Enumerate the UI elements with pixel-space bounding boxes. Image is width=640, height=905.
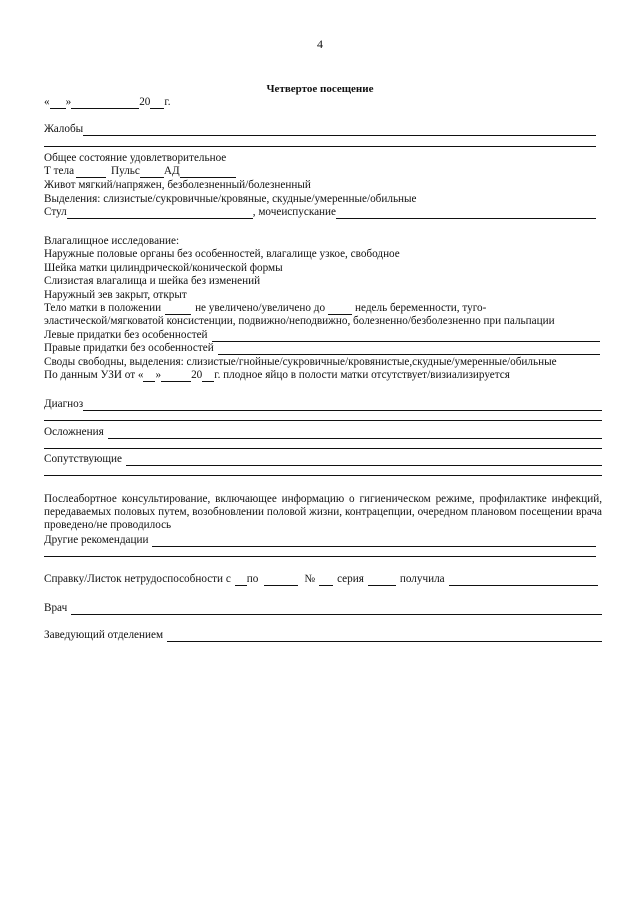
temperature-field[interactable] <box>76 167 106 178</box>
date-month-blank[interactable] <box>71 98 139 109</box>
other-recommendations-field[interactable] <box>152 536 596 547</box>
general-state: Общее состояние удовлетворительное <box>44 152 227 164</box>
visit-date-line <box>44 96 171 109</box>
urination-field[interactable] <box>336 208 596 219</box>
date-year-suffix: г. <box>164 96 171 108</box>
stool-field[interactable] <box>67 208 253 219</box>
right-adnexa-field[interactable] <box>218 344 600 355</box>
uterus-weeks-label: недель беременности, туго- <box>355 302 487 314</box>
right-adnexa-line <box>44 342 600 355</box>
certificate-series-field[interactable] <box>368 575 396 586</box>
ultrasound-label: По данным УЗИ от « <box>44 369 144 381</box>
doctor-signature-field[interactable] <box>71 604 602 615</box>
exam-external: Наружные половые органы без особенностей, влагалище узкое, свободное <box>44 248 400 260</box>
exam-cervix: Шейка матки цилиндрической/конической формы <box>44 262 283 274</box>
concomitant-field[interactable] <box>126 455 602 466</box>
certificate-line <box>44 573 598 586</box>
uterus-position-label: Тело матки в положении <box>44 302 162 314</box>
complaints-continuation-line[interactable] <box>44 146 596 147</box>
concomitant-line <box>44 453 602 466</box>
page-number: 4 <box>317 37 323 51</box>
other-recommendations-continuation-line[interactable] <box>44 556 596 557</box>
urination-label: , мочеиспускание <box>252 206 336 218</box>
exam-mucosa: Слизистая влагалища и шейка без изменений <box>44 275 261 287</box>
date-open-quote: « <box>44 96 50 108</box>
date-day-blank[interactable] <box>50 98 66 109</box>
certificate-to-label: по <box>246 573 259 585</box>
uterus-position-field[interactable] <box>165 304 191 315</box>
pulse-field[interactable] <box>140 167 164 178</box>
other-recommendations-line <box>44 534 596 547</box>
head-of-department-label: Заведующий отделением <box>44 629 164 641</box>
pulse-label: Пульс <box>111 165 140 177</box>
ultrasound-close-quote: » <box>155 369 162 381</box>
ultrasound-year-prefix: 20 <box>191 369 203 381</box>
uterus-line <box>44 302 486 315</box>
right-adnexa-label: Правые придатки без особенностей <box>44 342 214 354</box>
ultrasound-result: г. плодное яйцо в полости матки отсутствует/визиализируется <box>214 369 510 381</box>
ultrasound-year-field[interactable] <box>202 371 214 382</box>
vaults-line: Своды свободны, выделения: слизистые/гнойные/сукровичные/кровянистые,скудные/умеренные/обильные <box>44 356 557 368</box>
stool-label: Стул <box>44 206 67 218</box>
complications-continuation-line[interactable] <box>44 448 602 449</box>
complaints-line <box>44 123 596 136</box>
certificate-to-field[interactable] <box>264 575 298 586</box>
diagnosis-line <box>44 398 602 411</box>
uterus-weeks-field[interactable] <box>328 304 352 315</box>
date-year-blank[interactable] <box>150 98 164 109</box>
certificate-number-field[interactable] <box>319 575 333 586</box>
uterus-size-label: не увеличено/увеличено до <box>195 302 326 314</box>
ultrasound-day-field[interactable] <box>143 371 155 382</box>
certificate-number-label: № <box>304 573 316 585</box>
date-year-prefix: 20 <box>139 96 151 108</box>
ultrasound-line <box>44 369 510 382</box>
blood-pressure-label: АД <box>163 165 180 177</box>
other-recommendations-label: Другие рекомендации <box>44 534 149 546</box>
blood-pressure-field[interactable] <box>180 167 236 178</box>
certificate-received-label: получила <box>399 573 445 585</box>
discharge-line: Выделения: слизистые/сукровичные/кровяные, скудные/умеренные/обильные <box>44 193 417 205</box>
complications-field[interactable] <box>108 428 602 439</box>
certificate-series-label: серия <box>337 573 364 585</box>
diagnosis-continuation-line[interactable] <box>44 420 602 421</box>
certificate-from-field[interactable] <box>235 575 247 586</box>
certificate-received-field[interactable] <box>449 575 598 586</box>
temperature-label: Т тела <box>44 165 75 177</box>
complications-line <box>44 426 602 439</box>
counseling-text: Послеабортное консультирование, включающее информацию о гигиеническом режиме, профилактике инфекций, передаваемых половых путем, возобновлении половой жизни, контрацепции, очередном плановом посещении врача проведено/не проводилось <box>44 493 602 531</box>
left-adnexa-line <box>44 329 600 342</box>
left-adnexa-label: Левые придатки без особенностей <box>44 329 208 341</box>
complications-label: Осложнения <box>44 426 104 438</box>
ultrasound-month-field[interactable] <box>161 371 191 382</box>
concomitant-label: Сопутствующие <box>44 453 122 465</box>
certificate-label: Справку/Листок нетрудоспособности с <box>44 573 231 585</box>
abdomen-line: Живот мягкий/напряжен, безболезненный/болезненный <box>44 179 311 191</box>
head-of-department-signature-field[interactable] <box>167 631 602 642</box>
stool-line <box>44 206 596 219</box>
date-close-quote: » <box>65 96 72 108</box>
head-of-department-line <box>44 629 602 642</box>
concomitant-continuation-line[interactable] <box>44 475 602 476</box>
doctor-line <box>44 602 602 615</box>
exam-heading: Влагалищное исследование: <box>44 235 180 247</box>
complaints-label: Жалобы <box>44 123 84 135</box>
complaints-field[interactable] <box>83 125 596 136</box>
diagnosis-field[interactable] <box>83 400 602 411</box>
diagnosis-label: Диагноз <box>44 398 84 410</box>
exam-os: Наружный зев закрыт, открыт <box>44 289 187 301</box>
doctor-label: Врач <box>44 602 68 614</box>
left-adnexa-field[interactable] <box>212 331 600 342</box>
visit-title: Четвертое посещение <box>266 83 374 95</box>
uterus-consistency: эластической/мягковатой консистенции, подвижно/неподвижно, болезненно/безболезненно при пальпации <box>44 315 555 327</box>
vitals-line <box>44 165 236 178</box>
